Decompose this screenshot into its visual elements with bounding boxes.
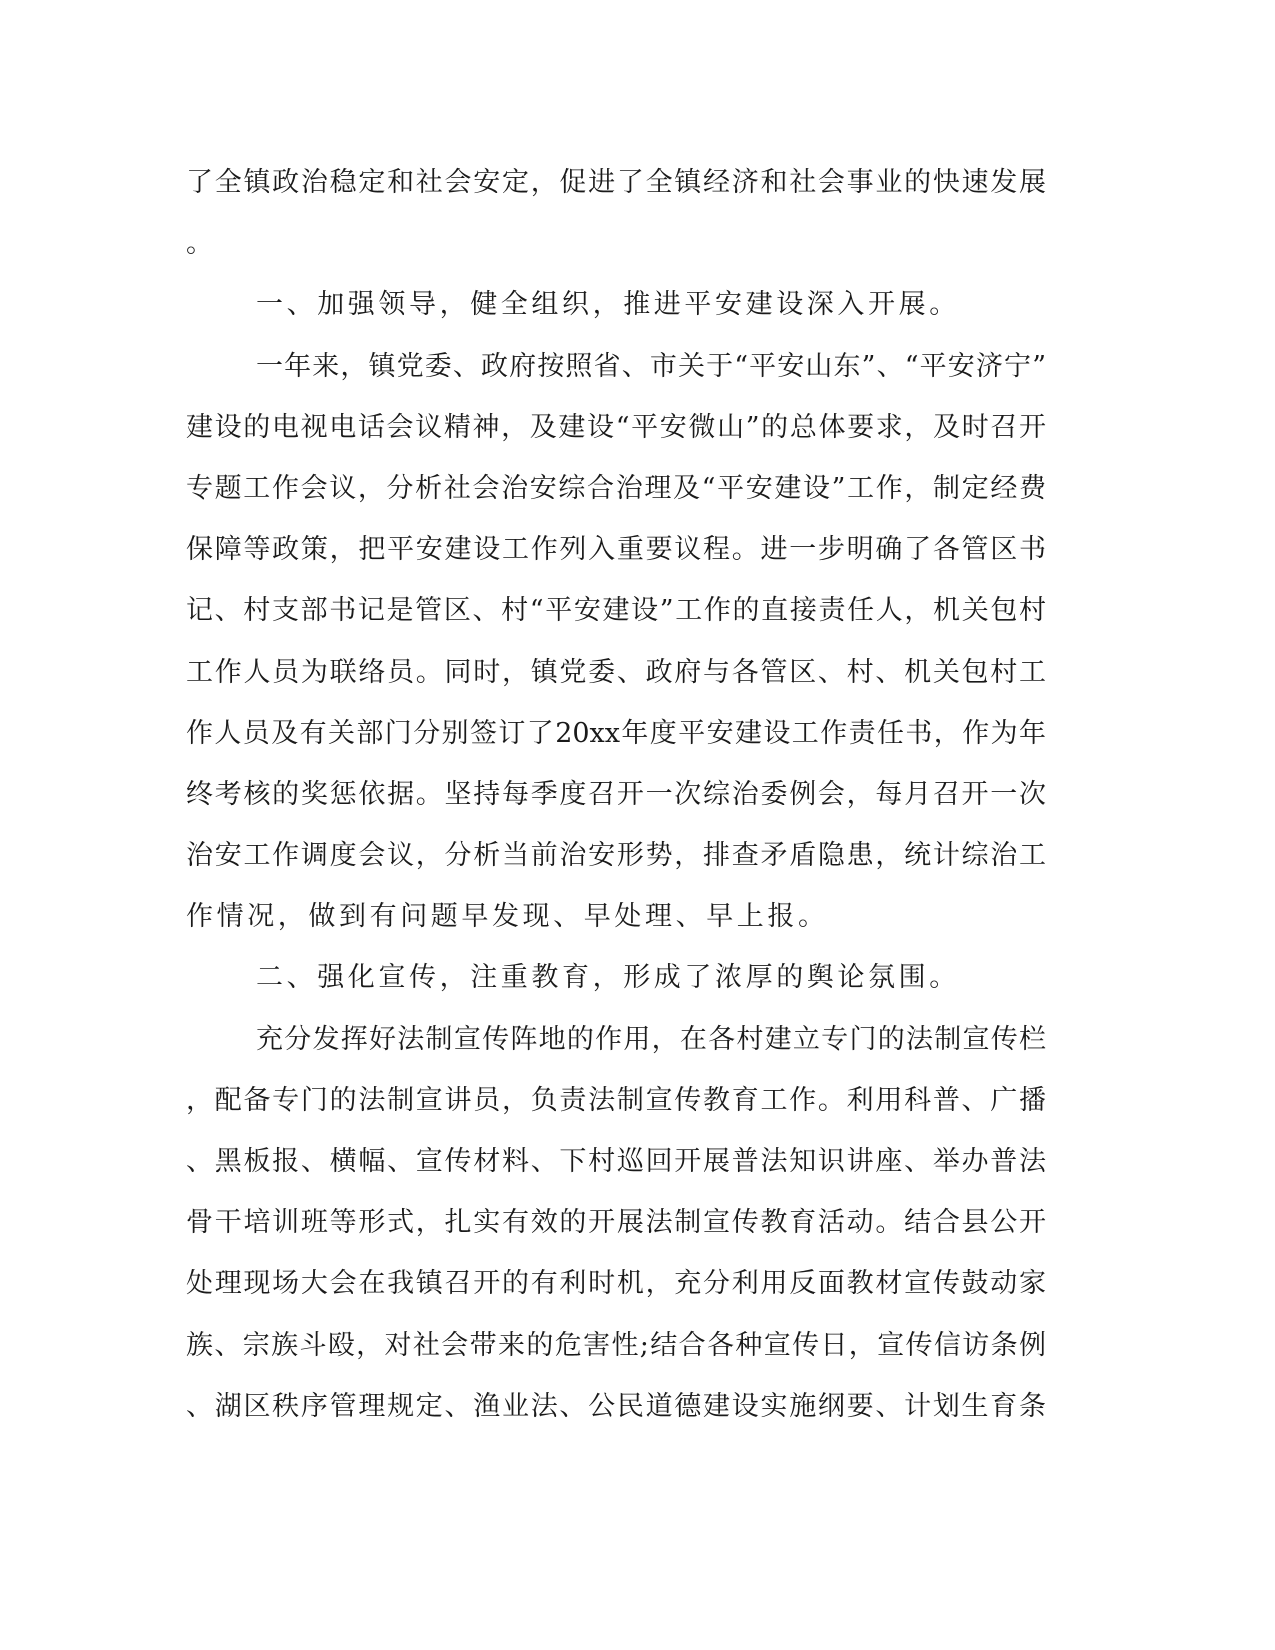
text-line-6: 保障等政策，把平安建设工作列入重要议程。进一步明确了各管区书 [186, 534, 1046, 566]
text-line-8: 工作人员为联络员。同时，镇党委、政府与各管区、村、机关包村工 [186, 656, 1046, 688]
text-line-12: 作情况，做到有问题早发现、早处理、早上报。 [186, 901, 829, 933]
text-line-14: 充分发挥好法制宣传阵地的作用，在各村建立专门的法制宣传栏 [256, 1023, 1046, 1055]
text-line-1: 。 [186, 228, 217, 260]
text-line-7: 记、村支部书记是管区、村“平安建设”工作的直接责任人，机关包村 [186, 595, 1046, 627]
text-line-11: 治安工作调度会议，分析当前治安形势，排查矛盾隐患，统计综治工 [186, 840, 1046, 872]
text-line-0: 了全镇政治稳定和社会安定，促进了全镇经济和社会事业的快速发展 [186, 167, 1046, 198]
text-line-19: 族、宗族斗殴，对社会带来的危害性;结合各种宣传日，宣传信访条例 [186, 1329, 1046, 1361]
text-line-5: 专题工作会议，分析社会治安综合治理及“平安建设”工作，制定经费 [186, 472, 1046, 504]
text-line-16: 、黑板报、横幅、宣传材料、下村巡回开展普法知识讲座、举办普法 [186, 1146, 1046, 1177]
section-heading-2: 二、强化宣传，注重教育，形成了浓厚的舆论氛围。 [256, 962, 960, 994]
text-line-9: 作人员及有关部门分别签订了20xx年度平安建设工作责任书，作为年 [186, 717, 1046, 749]
section-heading-1: 一、加强领导，健全组织，推进平安建设深入开展。 [256, 289, 960, 321]
text-line-10: 终考核的奖惩依据。坚持每季度召开一次综治委例会，每月召开一次 [186, 778, 1046, 810]
text-line-15: ，配备专门的法制宣讲员，负责法制宣传教育工作。利用科普、广播 [186, 1084, 1046, 1116]
document-body [186, 152, 1046, 1437]
text-line-20: 、湖区秩序管理规定、渔业法、公民道德建设实施纲要、计划生育条 [186, 1390, 1046, 1422]
text-line-4: 建设的电视电话会议精神，及建设“平安微山”的总体要求，及时召开 [186, 411, 1046, 443]
text-line-3: 一年来，镇党委、政府按照省、市关于“平安山东”、“平安济宁” [256, 350, 1046, 382]
text-line-17: 骨干培训班等形式，扎实有效的开展法制宣传教育活动。结合县公开 [186, 1207, 1046, 1239]
text-line-18: 处理现场大会在我镇召开的有利时机，充分利用反面教材宣传鼓动家 [186, 1268, 1046, 1300]
